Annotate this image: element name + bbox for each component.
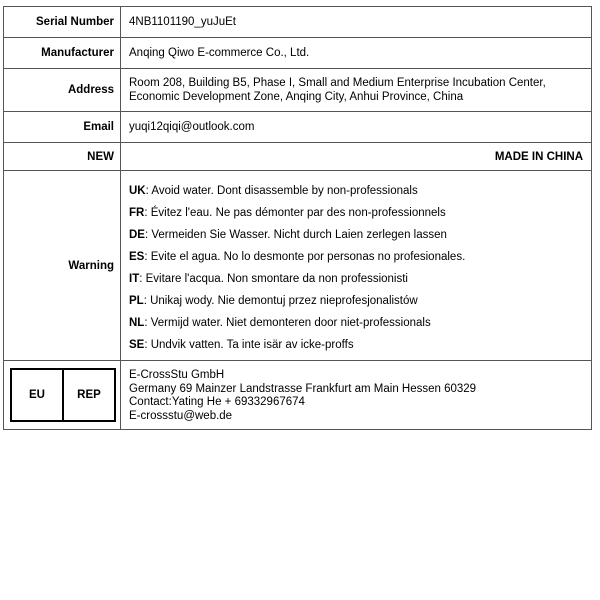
eu-rep-row: [4, 361, 591, 429]
warning-text: : Vermeiden Sie Wasser. Nicht durch Laien zerlegen lassen: [144, 228, 447, 241]
eu-rep-symbol-cell: [4, 361, 121, 429]
product-label-table: [3, 6, 592, 430]
warning-line-nl: [129, 312, 431, 334]
warning-code: UK: [129, 184, 146, 197]
warning-code: SE: [129, 338, 145, 351]
warning-code: PL: [129, 294, 144, 307]
warning-code: NL: [129, 316, 145, 329]
warning-text: : Avoid water. Dont disassemble by non-professionals: [145, 184, 418, 197]
warning-code: IT: [129, 272, 140, 285]
warning-line-se: [129, 334, 354, 356]
new-label: NEW: [4, 143, 121, 170]
new-row: [4, 143, 591, 171]
eu-rep-symbol: [10, 368, 116, 422]
eu-text: EU: [29, 389, 45, 401]
warning-list: [121, 171, 591, 360]
warning-line-uk: [129, 180, 418, 202]
warning-text: : Evitare l'acqua. Non smontare da non professionisti: [139, 272, 408, 285]
warning-text: : Évitez l'eau. Ne pas démonter par des non-professionnels: [144, 206, 446, 219]
eu-rep-details: E-CrossStu GmbH Germany 69 Mainzer Landstrasse Frankfurt am Main Hessen 60329 Contact:Yating He + 69332967674 E-crossstu@web.de: [129, 369, 477, 422]
address-row: [4, 69, 591, 112]
manufacturer-row: [4, 38, 591, 69]
warning-line-pl: [129, 290, 418, 312]
warning-line-es: [129, 246, 465, 268]
warning-line-de: [129, 224, 447, 246]
manufacturer-value: Anqing Qiwo E-commerce Co., Ltd.: [129, 47, 310, 59]
serial-number-label: Serial Number: [4, 7, 121, 37]
manufacturer-label: Manufacturer: [4, 38, 121, 68]
email-label: Email: [4, 112, 121, 142]
rep-text: REP: [62, 370, 114, 420]
warning-text: : Evite el agua. No lo desmonte por personas no profesionales.: [144, 250, 466, 263]
warning-code: DE: [129, 228, 145, 241]
warning-row: [4, 171, 591, 361]
email-row: [4, 112, 591, 143]
warning-text: : Undvik vatten. Ta inte isär av icke-proffs: [144, 338, 354, 351]
serial-number-value: 4NB1101190_yuJuEt: [129, 16, 236, 28]
warning-text: : Unikaj wody. Nie demontuj przez nieprofesjonalistów: [143, 294, 418, 307]
warning-line-fr: [129, 202, 446, 224]
warning-text: : Vermijd water. Niet demonteren door niet-professionals: [144, 316, 431, 329]
address-value: Room 208, Building B5, Phase I, Small and Medium Enterprise Incubation Center, Economic Development Zone, Anqing City, Anhui Province, China: [129, 77, 546, 103]
warning-line-it: [129, 268, 408, 290]
email-value: yuqi12qiqi@outlook.com: [129, 121, 255, 133]
warning-code: FR: [129, 206, 145, 219]
made-in-value: MADE IN CHINA: [494, 150, 583, 163]
warning-label: Warning: [4, 171, 121, 360]
warning-code: ES: [129, 250, 145, 263]
address-label: Address: [4, 69, 121, 111]
serial-number-row: [4, 7, 591, 38]
